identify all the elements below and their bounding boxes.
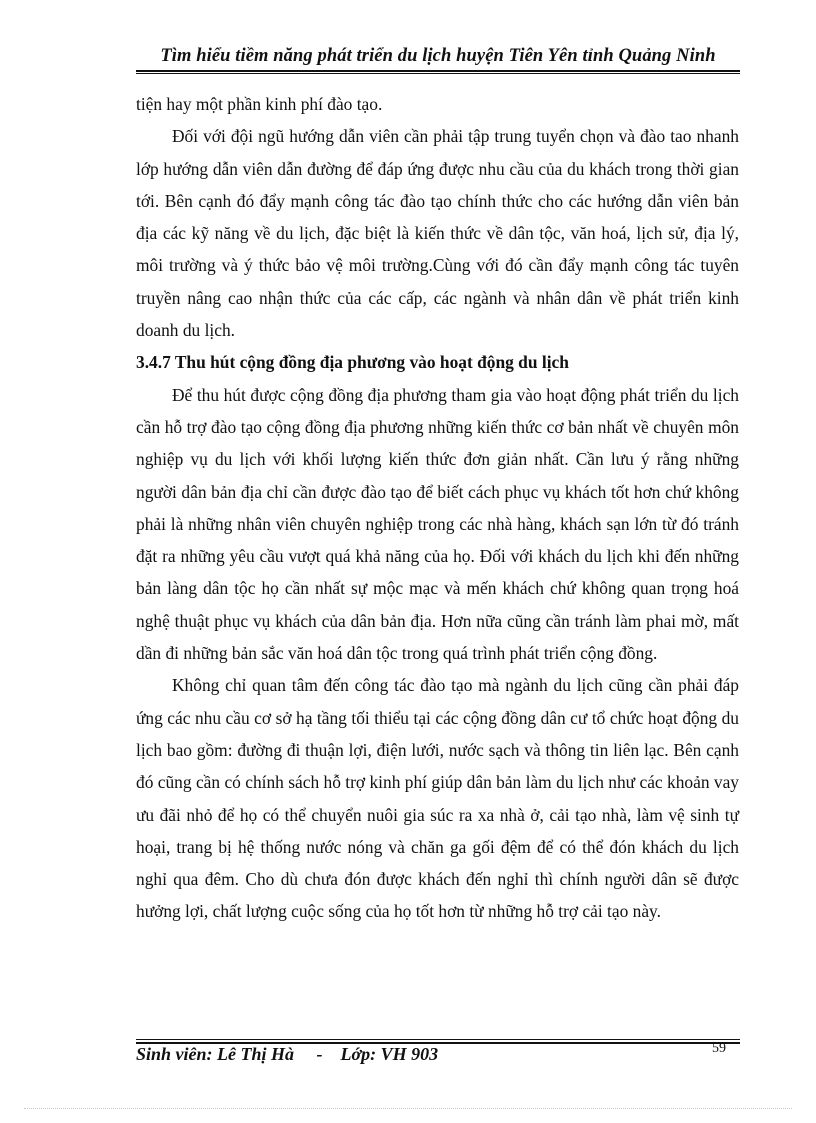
- paragraph-continuation: tiện hay một phần kinh phí đào tạo.: [136, 94, 383, 114]
- page-header-title: Tìm hiểu tiềm năng phát triển du lịch huyện Tiên Yên tỉnh Quảng Ninh: [160, 46, 716, 66]
- page-bottom-border: [24, 1108, 792, 1109]
- paragraph-infrastructure: Không chỉ quan tâm đến công tác đào tạo mà ngành du lịch cũng cần phải đáp ứng các nhu cầu cơ sở hạ tầng tối thiểu tại các cộng đồng dân cư tổ chức hoạt động du lịch bao gồm: đường đi thuận lợi, điện lưới, nước sạch và thông tin liên lạc. Bên cạnh đó cũng cần có chính sách hỗ trợ kinh phí giúp dân bản làm du lịch như các khoản vay ưu đãi nhỏ để họ có thể chuyển nuôi gia súc ra xa nhà ở, cải tạo nhà, làm vệ sinh tự hoại, trang bị hệ thống nước nóng và chăn ga gối đệm để có thể đón khách du lịch nghỉ qua đêm. Cho dù chưa đón được khách đến nghỉ thì chính người dân sẽ được hưởng lợi, chất lượng cuộc sống của họ tốt hơn từ những hỗ trợ cải tạo này.: [136, 675, 739, 922]
- header-rule: [136, 70, 740, 72]
- footer-rule-thin: [136, 1039, 740, 1040]
- paragraph-tour-guides: Đối với đội ngũ hướng dẫn viên cần phải tập trung tuyển chọn và đào tao nhanh lớp hướng dẫn viên dẫn đường để đáp ứng được nhu cầu của du khách trong thời gian tới. Bên cạnh đó đẩy mạnh công tác đào tạo chính thức cho các hướng dẫn viên bản địa các kỹ năng về du lịch, đặc biệt là kiến thức về dân tộc, văn hoá, lịch sử, địa lý, môi trường và ý thức bảo vệ môi trường.Cùng với đó cần đẩy mạnh công tác tuyên truyền nâng cao nhận thức của các cấp, các ngành và nhân dân về phát triển kinh doanh du lịch.: [136, 126, 739, 341]
- document-body: [136, 88, 739, 928]
- header-rule-thin: [136, 73, 740, 74]
- section-heading: 3.4.7 Thu hút cộng đồng địa phương vào hoạt động du lịch: [136, 352, 569, 373]
- paragraph-community-training: Để thu hút được cộng đồng địa phương tham gia vào hoạt động phát triển du lịch cần hỗ trợ đào tạo cộng đồng địa phương những kiến thức cơ bản nhất về chuyên môn nghiệp vụ du lịch với khối lượng kiến thức đơn giản nhất. Cần lưu ý rằng những người dân bản địa chỉ cần được đào tạo để biết cách phục vụ khách tốt hơn chứ không phải là những nhân viên chuyên nghiệp trong các nhà hàng, khách sạn lớn từ đó tránh đặt ra những yêu cầu vượt quá khả năng của họ. Đối với khách du lịch khi đến những bản làng dân tộc họ cần nhất sự mộc mạc và mến khách chứ không quan trọng hoá nghệ thuật phục vụ khách của dân bản địa. Hơn nữa cũng cần tránh làm phai mờ, mất dần đi những bản sắc văn hoá dân tộc trong quá trình phát triển cộng đồng.: [136, 384, 739, 664]
- footer-student-info: Sinh viên: Lê Thị Hà - Lớp: VH 903: [136, 1044, 439, 1064]
- page-number: 59: [712, 1041, 726, 1056]
